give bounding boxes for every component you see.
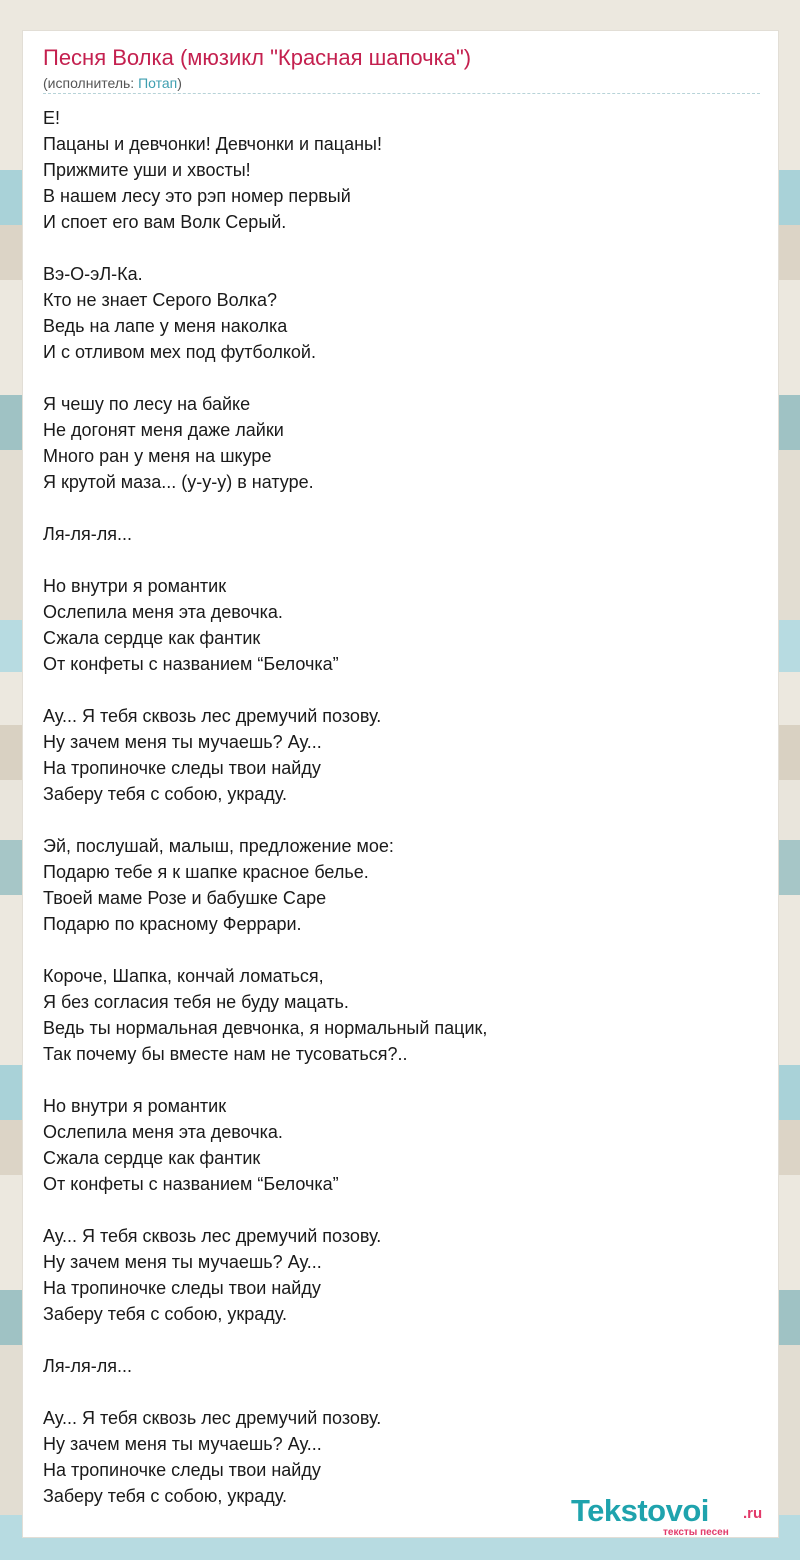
lyric-line: Так почему бы вместе нам не тусоваться?.. [43,1044,408,1064]
lyric-line: Пацаны и девчонки! Девчонки и пацаны! [43,134,382,154]
lyric-line: Ля-ля-ля... [43,1356,133,1376]
lyric-line [43,1197,753,1223]
lyric-line: Я чешу по лесу на байке [43,394,251,414]
lyric-line: От конфеты с названием “Белочка” [43,654,339,674]
lyric-line: На тропиночке следы твои найду [43,1460,321,1480]
lyric-line: Ведь на лапе у меня наколка [43,316,288,336]
lyric-line [43,677,753,703]
title-divider [43,93,760,94]
lyric-line: Ау... Я тебя сквозь лес дремучий позову. [43,1226,382,1246]
lyric-line [43,365,753,391]
lyric-line: Ведь ты нормальная девчонка, я нормальный пацик, [43,1018,488,1038]
lyric-line: И споет его вам Волк Серый. [43,212,287,232]
artist-prefix: (исполнитель: [43,75,139,91]
lyric-line: Ослепила меня эта девочка. [43,1122,283,1142]
lyric-line: Е! [43,108,61,128]
lyric-line: В нашем лесу это рэп номер первый [43,186,351,206]
lyric-line: Сжала сердце как фантик [43,628,261,648]
lyric-line: Но внутри я романтик [43,576,227,596]
lyric-line: Ау... Я тебя сквозь лес дремучий позову. [43,1408,382,1428]
lyric-line [43,937,753,963]
lyric-line: Эй, послушай, малыш, предложение мое: [43,836,394,856]
lyric-line [43,547,753,573]
lyric-line: На тропиночке следы твои найду [43,1278,321,1298]
lyric-line: Не догонят меня даже лайки [43,420,284,440]
lyric-line: Кто не знает Серого Волка? [43,290,277,310]
song-title: Песня Волка (мюзикл "Красная шапочка") [43,45,472,70]
lyric-line [43,235,753,261]
lyric-line [43,1327,753,1353]
lyric-line: Но внутри я романтик [43,1096,227,1116]
logo-tagline: тексты песен [663,1527,729,1538]
lyric-line [43,1067,753,1093]
lyric-line: И с отливом мех под футболкой. [43,342,316,362]
lyric-line: Сжала сердце как фантик [43,1148,261,1168]
lyric-line: Я без согласия тебя не буду мацать. [43,992,349,1012]
lyric-line: Ну зачем меня ты мучаешь? Ау... [43,732,322,752]
lyrics-text [43,105,753,1509]
lyric-line [43,1379,753,1405]
lyric-line: Твоей маме Розе и бабушке Саре [43,888,327,908]
lyric-line: Короче, Шапка, кончай ломаться, [43,966,324,986]
lyric-line: На тропиночке следы твои найду [43,758,321,778]
artist-link[interactable]: Потап [138,75,178,91]
logo-tld: .ru [743,1505,763,1522]
lyric-line: Вэ-О-эЛ-Ка. [43,264,143,284]
lyric-line: Ну зачем меня ты мучаешь? Ау... [43,1434,322,1454]
lyric-line: От конфеты с названием “Белочка” [43,1174,339,1194]
logo-name: Tekstovoi [571,1493,709,1528]
artist-suffix: ) [177,75,182,91]
lyric-line: Ну зачем меня ты мучаешь? Ау... [43,1252,322,1272]
lyric-line: Я крутой маза... (у-у-у) в натуре. [43,472,314,492]
artist-line [43,75,182,91]
lyric-line: Много ран у меня на шкуре [43,446,272,466]
lyric-line: Заберу тебя с собою, украду. [43,1486,287,1506]
lyric-line: Прижмите уши и хвосты! [43,160,251,180]
lyric-line: Ау... Я тебя сквозь лес дремучий позову. [43,706,382,726]
lyric-line [43,495,753,521]
site-logo[interactable] [571,1493,781,1538]
lyric-line: Ослепила меня эта девочка. [43,602,283,622]
lyric-line: Подарю по красному Феррари. [43,914,302,934]
lyric-line: Заберу тебя с собою, украду. [43,1304,287,1324]
lyric-line: Ля-ля-ля... [43,524,133,544]
lyric-line: Подарю тебе я к шапке красное белье. [43,862,369,882]
lyrics-card [22,30,779,1538]
lyric-line [43,807,753,833]
lyric-line: Заберу тебя с собою, украду. [43,784,287,804]
